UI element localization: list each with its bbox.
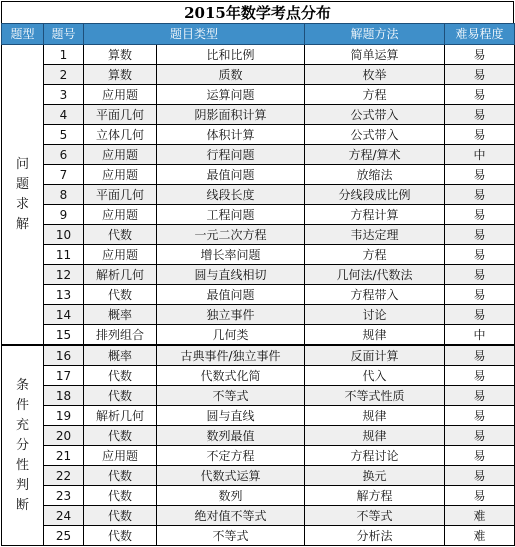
category-type-cell: 应用题 bbox=[84, 245, 157, 265]
method-cell: 不等式性质 bbox=[305, 386, 445, 406]
topic-cell: 古典事件/独立事件 bbox=[157, 345, 305, 366]
method-cell: 分线段成比例 bbox=[305, 185, 445, 205]
difficulty-cell: 易 bbox=[445, 406, 515, 426]
difficulty-cell: 易 bbox=[445, 446, 515, 466]
question-number-cell: 10 bbox=[44, 225, 84, 245]
topic-cell: 比和比例 bbox=[157, 45, 305, 65]
method-cell: 方程/算术 bbox=[305, 145, 445, 165]
table-row bbox=[2, 225, 515, 245]
question-number-cell: 7 bbox=[44, 165, 84, 185]
topic-cell: 圆与直线 bbox=[157, 406, 305, 426]
method-cell: 方程 bbox=[305, 85, 445, 105]
table-row bbox=[2, 285, 515, 305]
topic-cell: 运算问题 bbox=[157, 85, 305, 105]
table-row bbox=[2, 185, 515, 205]
table-row bbox=[2, 205, 515, 225]
topic-cell: 行程问题 bbox=[157, 145, 305, 165]
question-number-cell: 2 bbox=[44, 65, 84, 85]
table-row bbox=[2, 506, 515, 526]
category-type-cell: 算数 bbox=[84, 45, 157, 65]
table-row bbox=[2, 345, 515, 366]
difficulty-cell: 易 bbox=[445, 486, 515, 506]
topic-cell: 体积计算 bbox=[157, 125, 305, 145]
method-cell: 放缩法 bbox=[305, 165, 445, 185]
question-number-cell: 6 bbox=[44, 145, 84, 165]
difficulty-cell: 易 bbox=[445, 125, 515, 145]
category-type-cell: 排列组合 bbox=[84, 325, 157, 346]
table-row bbox=[2, 105, 515, 125]
category-type-cell: 代数 bbox=[84, 426, 157, 446]
method-cell: 讨论 bbox=[305, 305, 445, 325]
difficulty-cell: 易 bbox=[445, 345, 515, 366]
table-row bbox=[2, 446, 515, 466]
method-cell: 枚举 bbox=[305, 65, 445, 85]
difficulty-cell: 易 bbox=[445, 386, 515, 406]
topic-cell: 代数式运算 bbox=[157, 466, 305, 486]
header-number: 题号 bbox=[44, 24, 84, 45]
topic-cell: 最值问题 bbox=[157, 285, 305, 305]
table-row bbox=[2, 245, 515, 265]
question-number-cell: 12 bbox=[44, 265, 84, 285]
category-type-cell: 代数 bbox=[84, 285, 157, 305]
method-cell: 规律 bbox=[305, 426, 445, 446]
method-cell: 公式带入 bbox=[305, 105, 445, 125]
category-type-cell: 应用题 bbox=[84, 446, 157, 466]
method-cell: 代入 bbox=[305, 366, 445, 386]
category-char: 性 bbox=[15, 457, 29, 473]
question-number-cell: 23 bbox=[44, 486, 84, 506]
topic-cell: 不定方程 bbox=[157, 446, 305, 466]
difficulty-cell: 易 bbox=[445, 245, 515, 265]
topic-cell: 数列最值 bbox=[157, 426, 305, 446]
topic-cell: 绝对值不等式 bbox=[157, 506, 305, 526]
method-cell: 方程计算 bbox=[305, 205, 445, 225]
question-number-cell: 8 bbox=[44, 185, 84, 205]
difficulty-cell: 中 bbox=[445, 145, 515, 165]
category-type-cell: 平面几何 bbox=[84, 185, 157, 205]
method-cell: 方程 bbox=[305, 245, 445, 265]
method-cell: 换元 bbox=[305, 466, 445, 486]
category-type-cell: 平面几何 bbox=[84, 105, 157, 125]
question-number-cell: 14 bbox=[44, 305, 84, 325]
category-char: 问 bbox=[15, 156, 29, 172]
category-cell bbox=[2, 345, 44, 546]
question-number-cell: 24 bbox=[44, 506, 84, 526]
method-cell: 规律 bbox=[305, 325, 445, 346]
table-row bbox=[2, 85, 515, 105]
table-row bbox=[2, 165, 515, 185]
category-type-cell: 代数 bbox=[84, 466, 157, 486]
question-number-cell: 20 bbox=[44, 426, 84, 446]
header-topic: 题目类型 bbox=[84, 24, 305, 45]
category-type-cell: 应用题 bbox=[84, 205, 157, 225]
category-char: 判 bbox=[15, 477, 29, 493]
topic-cell: 工程问题 bbox=[157, 205, 305, 225]
table-row bbox=[2, 526, 515, 546]
table-row bbox=[2, 426, 515, 446]
table-row bbox=[2, 125, 515, 145]
question-number-cell: 25 bbox=[44, 526, 84, 546]
category-type-cell: 应用题 bbox=[84, 145, 157, 165]
category-char: 分 bbox=[15, 437, 29, 453]
topic-cell: 线段长度 bbox=[157, 185, 305, 205]
category-type-cell: 代数 bbox=[84, 526, 157, 546]
header-method: 解题方法 bbox=[305, 24, 445, 45]
topic-cell: 不等式 bbox=[157, 526, 305, 546]
difficulty-cell: 易 bbox=[445, 65, 515, 85]
difficulty-cell: 难 bbox=[445, 526, 515, 546]
difficulty-cell: 易 bbox=[445, 285, 515, 305]
category-type-cell: 代数 bbox=[84, 506, 157, 526]
table-row bbox=[2, 466, 515, 486]
topic-cell: 独立事件 bbox=[157, 305, 305, 325]
topic-cell: 增长率问题 bbox=[157, 245, 305, 265]
topic-cell: 最值问题 bbox=[157, 165, 305, 185]
question-number-cell: 18 bbox=[44, 386, 84, 406]
table-title: 2015年数学考点分布 bbox=[1, 1, 514, 23]
category-char: 求 bbox=[15, 196, 29, 212]
difficulty-cell: 易 bbox=[445, 205, 515, 225]
method-cell: 几何法/代数法 bbox=[305, 265, 445, 285]
category-char: 解 bbox=[15, 216, 29, 232]
method-cell: 反面计算 bbox=[305, 345, 445, 366]
topic-cell: 阴影面积计算 bbox=[157, 105, 305, 125]
category-char: 充 bbox=[15, 417, 29, 433]
table-row bbox=[2, 145, 515, 165]
difficulty-cell: 易 bbox=[445, 426, 515, 446]
exam-topic-table-container bbox=[1, 1, 514, 545]
table-row bbox=[2, 486, 515, 506]
category-type-cell: 立体几何 bbox=[84, 125, 157, 145]
question-number-cell: 21 bbox=[44, 446, 84, 466]
question-number-cell: 3 bbox=[44, 85, 84, 105]
method-cell: 简单运算 bbox=[305, 45, 445, 65]
difficulty-cell: 易 bbox=[445, 366, 515, 386]
difficulty-cell: 易 bbox=[445, 225, 515, 245]
question-number-cell: 5 bbox=[44, 125, 84, 145]
topic-cell: 质数 bbox=[157, 65, 305, 85]
method-cell: 韦达定理 bbox=[305, 225, 445, 245]
question-number-cell: 11 bbox=[44, 245, 84, 265]
table-row bbox=[2, 45, 515, 65]
topic-cell: 代数式化简 bbox=[157, 366, 305, 386]
difficulty-cell: 易 bbox=[445, 165, 515, 185]
topic-cell: 不等式 bbox=[157, 386, 305, 406]
question-number-cell: 22 bbox=[44, 466, 84, 486]
category-cell bbox=[2, 45, 44, 346]
method-cell: 方程带入 bbox=[305, 285, 445, 305]
question-number-cell: 4 bbox=[44, 105, 84, 125]
header-type: 题型 bbox=[2, 24, 44, 45]
difficulty-cell: 易 bbox=[445, 45, 515, 65]
table-row bbox=[2, 406, 515, 426]
topic-table bbox=[1, 23, 515, 546]
header-row bbox=[2, 24, 515, 45]
method-cell: 分析法 bbox=[305, 526, 445, 546]
category-type-cell: 代数 bbox=[84, 486, 157, 506]
category-type-cell: 代数 bbox=[84, 366, 157, 386]
category-char: 件 bbox=[15, 397, 29, 413]
category-type-cell: 应用题 bbox=[84, 85, 157, 105]
category-type-cell: 代数 bbox=[84, 386, 157, 406]
header-difficulty: 难易程度 bbox=[445, 24, 515, 45]
category-char: 条 bbox=[15, 377, 29, 393]
category-type-cell: 概率 bbox=[84, 305, 157, 325]
table-row bbox=[2, 325, 515, 346]
difficulty-cell: 易 bbox=[445, 105, 515, 125]
category-type-cell: 解析几何 bbox=[84, 265, 157, 285]
method-cell: 规律 bbox=[305, 406, 445, 426]
question-number-cell: 16 bbox=[44, 345, 84, 366]
method-cell: 公式带入 bbox=[305, 125, 445, 145]
table-row bbox=[2, 305, 515, 325]
category-type-cell: 代数 bbox=[84, 225, 157, 245]
method-cell: 方程讨论 bbox=[305, 446, 445, 466]
difficulty-cell: 易 bbox=[445, 185, 515, 205]
category-char: 断 bbox=[15, 497, 29, 513]
category-type-cell: 应用题 bbox=[84, 165, 157, 185]
topic-cell: 一元二次方程 bbox=[157, 225, 305, 245]
difficulty-cell: 难 bbox=[445, 506, 515, 526]
category-type-cell: 算数 bbox=[84, 65, 157, 85]
method-cell: 不等式 bbox=[305, 506, 445, 526]
question-number-cell: 15 bbox=[44, 325, 84, 346]
table-row bbox=[2, 65, 515, 85]
category-type-cell: 概率 bbox=[84, 345, 157, 366]
table-row bbox=[2, 386, 515, 406]
category-type-cell: 解析几何 bbox=[84, 406, 157, 426]
difficulty-cell: 易 bbox=[445, 466, 515, 486]
difficulty-cell: 易 bbox=[445, 265, 515, 285]
difficulty-cell: 易 bbox=[445, 305, 515, 325]
difficulty-cell: 易 bbox=[445, 85, 515, 105]
question-number-cell: 1 bbox=[44, 45, 84, 65]
topic-cell: 圆与直线相切 bbox=[157, 265, 305, 285]
topic-cell: 数列 bbox=[157, 486, 305, 506]
table-row bbox=[2, 366, 515, 386]
difficulty-cell: 中 bbox=[445, 325, 515, 346]
question-number-cell: 19 bbox=[44, 406, 84, 426]
question-number-cell: 17 bbox=[44, 366, 84, 386]
table-row bbox=[2, 265, 515, 285]
question-number-cell: 13 bbox=[44, 285, 84, 305]
method-cell: 解方程 bbox=[305, 486, 445, 506]
topic-cell: 几何类 bbox=[157, 325, 305, 346]
category-char: 题 bbox=[15, 176, 29, 192]
question-number-cell: 9 bbox=[44, 205, 84, 225]
